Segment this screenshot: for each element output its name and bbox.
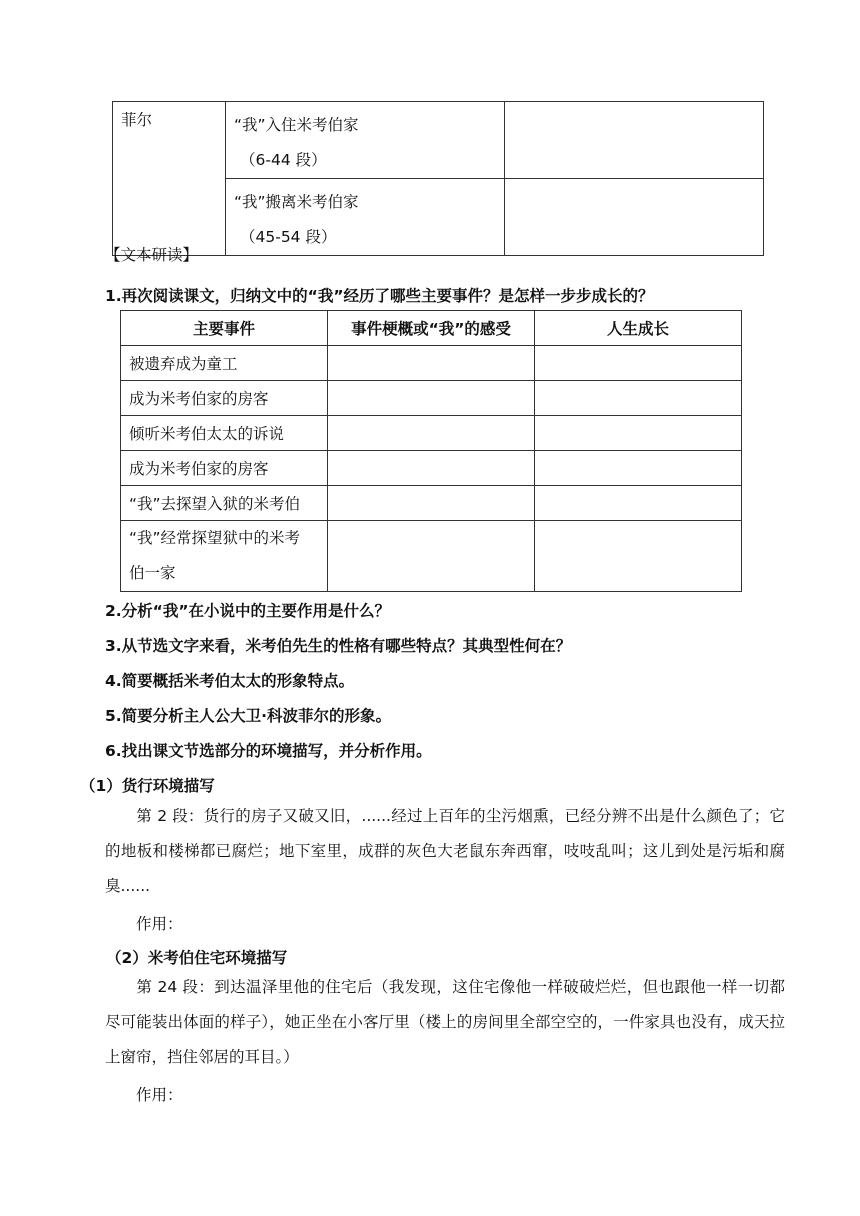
event-range: （6-44 段）: [240, 151, 327, 169]
blank-cell: [505, 179, 764, 256]
header-growth: 人生成长: [535, 311, 742, 346]
subsection-1-text: [105, 799, 785, 904]
event-row-label: “我”去探望入狱的米考伯: [121, 486, 328, 521]
question-6: 6.找出课文节选部分的环境描写，并分析作用。: [105, 742, 432, 760]
event-row-label: 成为米考伯家的房客: [121, 381, 328, 416]
subsection-2-text: [105, 970, 785, 1075]
main-events-table: [120, 310, 742, 592]
blank-cell: [328, 416, 535, 451]
blank-cell: [328, 521, 535, 592]
blank-cell: [535, 381, 742, 416]
header-main-event: 主要事件: [121, 311, 328, 346]
question-1: 1.再次阅读课文，归纳文中的“我”经历了哪些主要事件？是怎样一步步成长的？: [105, 287, 654, 305]
blank-cell: [535, 486, 742, 521]
quote-text: 第 24 段：到达温泽里他的住宅后（我发现，这住宅像他一样破破烂烂，但也跟他一样一切都尽可能装出体面的样子），她正坐在小客厅里（楼上的房间里全部空空的，一件家具也没有，成天拉上窗帘，挡住邻居的耳目。）: [105, 978, 785, 1066]
event-text: “我”搬离米考伯家: [234, 193, 359, 211]
question-5: 5.简要分析主人公大卫·科波菲尔的形象。: [105, 707, 392, 725]
event-row-label: 被遗弃成为童工: [121, 346, 328, 381]
blank-cell: [535, 521, 742, 592]
subsection-1-title: （1）货行环境描写: [80, 777, 215, 795]
event-row-line: 伯一家: [129, 564, 176, 582]
event-row-label: 倾听米考伯太太的诉说: [121, 416, 328, 451]
section-heading: 【文本研读】: [105, 246, 199, 264]
event-row-label: [121, 521, 328, 592]
effect-label: 作用：: [136, 1086, 183, 1104]
question-4: 4.简要概括米考伯太太的形象特点。: [105, 672, 355, 690]
blank-cell: [535, 416, 742, 451]
event-row-label: 成为米考伯家的房客: [121, 451, 328, 486]
blank-cell: [535, 451, 742, 486]
question-2: 2.分析“我”在小说中的主要作用是什么？: [105, 602, 391, 620]
header-summary: 事件梗概或“我”的感受: [328, 311, 535, 346]
blank-cell: [505, 102, 764, 179]
effect-label: 作用：: [136, 915, 183, 933]
character-name-cell: 菲尔: [113, 102, 226, 256]
blank-cell: [328, 381, 535, 416]
character-event-table: [112, 101, 764, 256]
blank-cell: [328, 346, 535, 381]
question-3: 3.从节选文字来看，米考伯先生的性格有哪些特点？其典型性何在？: [105, 637, 572, 655]
event-cell: [226, 102, 505, 179]
event-cell: [226, 179, 505, 256]
event-text: “我”入住米考伯家: [234, 116, 359, 134]
subsection-2-title: （2）米考伯住宅环境描写: [106, 949, 288, 967]
blank-cell: [535, 346, 742, 381]
event-row-line: “我”经常探望狱中的米考: [129, 529, 301, 547]
event-range: （45-54 段）: [240, 228, 337, 246]
blank-cell: [328, 486, 535, 521]
quote-text: 第 2 段：货行的房子又破又旧，......经过上百年的尘污烟熏，已经分辨不出是什么颜色了；它的地板和楼梯都已腐烂；地下室里，成群的灰色大老鼠东奔西窜，吱吱乱叫；这儿到处是污垢和腐臭......: [105, 807, 785, 895]
blank-cell: [328, 451, 535, 486]
